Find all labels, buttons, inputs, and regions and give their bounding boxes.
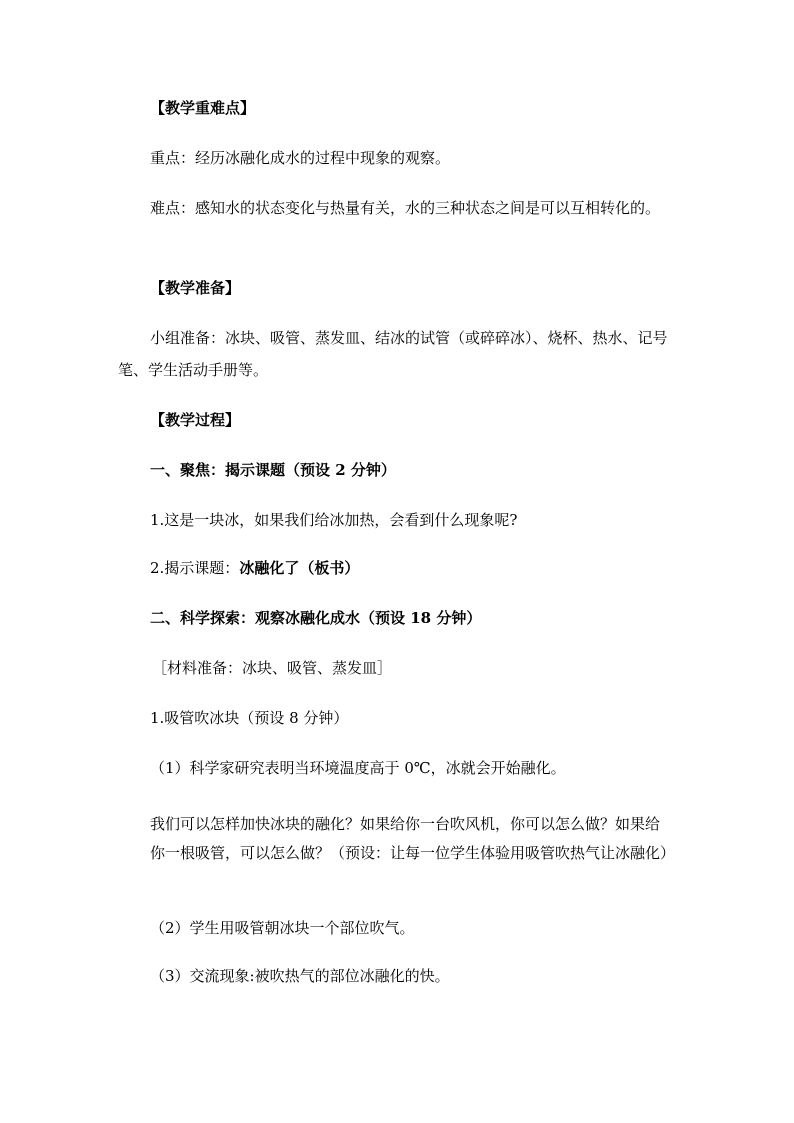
heading-preparation: 【教学准备】 xyxy=(150,279,241,297)
section2-item1: 1.吸管吹冰块（预设 8 分钟） xyxy=(150,709,349,727)
section1-item1: 1.这是一块冰，如果我们给冰加热，会看到什么现象呢? xyxy=(150,511,518,529)
preparation-text: 小组准备：冰块、吸管、蒸发皿、结冰的试管（或碎碎冰）、烧杯、热水、记号笔、学生活动手册等。 xyxy=(118,329,668,379)
heading-process: 【教学过程】 xyxy=(150,411,241,429)
section2-question: 我们可以怎样加快冰块的融化？如果给你一台吹风机，你可以怎么做？如果给你一根吸管，可以怎么做？（预设：让每一位学生体验用吸管吹热气让冰融化） xyxy=(150,815,676,862)
heading-key-points: 【教学重难点】 xyxy=(150,99,256,117)
section1-item2 xyxy=(150,558,359,578)
difficult-point-text: 难点：感知水的状态变化与热量有关，水的三种状态之间是可以互相转化的。 xyxy=(150,199,661,217)
section2-sub2: （2）学生用吸管朝冰块一个部位吹气。 xyxy=(150,919,415,937)
key-point-text: 重点：经历冰融化成水的过程中现象的观察。 xyxy=(150,149,451,167)
section2-title: 二、科学探索：观察冰融化成水（预设 18 分钟） xyxy=(150,609,482,627)
section1-title: 一、聚焦：揭示课题（预设 2 分钟） xyxy=(150,461,396,479)
section2-sub3: （3）交流现象:被吹热气的部位冰融化的快。 xyxy=(150,967,450,985)
section2-sub1: （1）科学家研究表明当环境温度高于 0℃，冰就会开始融化。 xyxy=(150,759,566,777)
section1-item2-topic: 冰融化了（板书） xyxy=(239,559,360,577)
section1-item2-prefix: 2.揭示课题： xyxy=(150,559,240,577)
materials-note: ［材料准备：冰块、吸管、蒸发皿］ xyxy=(152,659,393,677)
